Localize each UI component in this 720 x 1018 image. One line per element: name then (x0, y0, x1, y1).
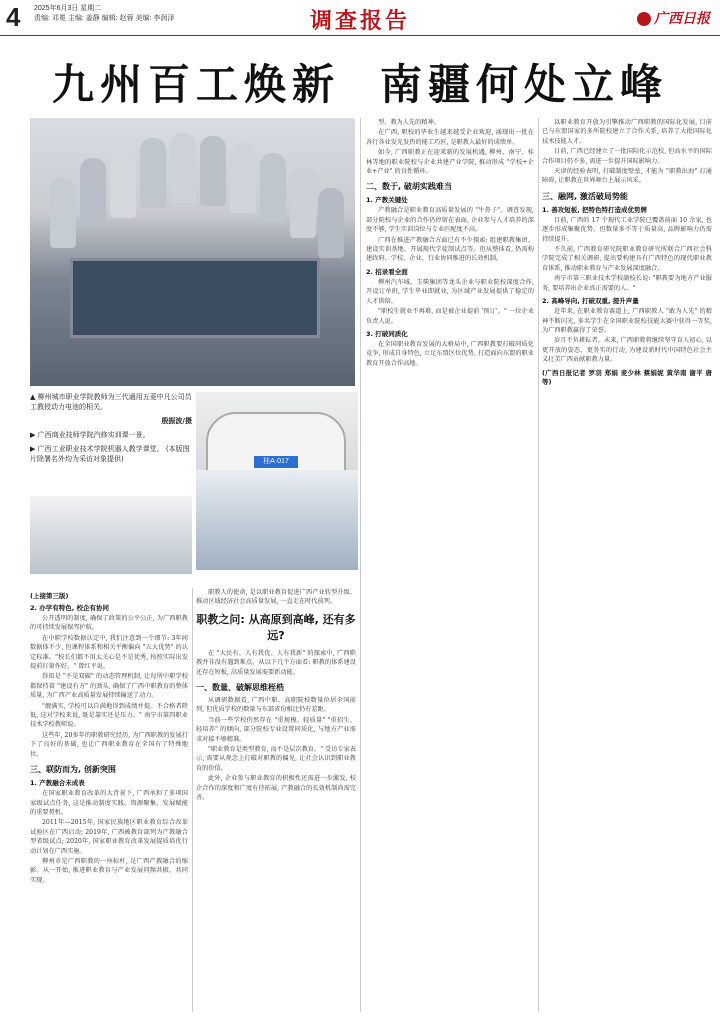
student-figure (170, 133, 196, 203)
student-figure (318, 188, 344, 258)
paragraph: 得知是 "不是双碳" 的动态管理机制, 让每所中职学校都保持着 "建设有方" 的劲头, 确保了广西中职教育的整体质量, 为广西产业高质量发展持续输送了动力。 (30, 673, 188, 700)
main-photo (30, 118, 355, 386)
lab-photo (30, 496, 192, 574)
section-heading: 一、数量、破解思维桎梏 (196, 683, 284, 693)
student-figure (260, 153, 286, 223)
battery-workbench (70, 258, 320, 338)
paragraph: 目前, 广西已经建立了一批国际化示范校, 但高水平的国际合作项目仍不多, 需进一步提升国际影响力。 (542, 148, 712, 165)
caption-3: ▶ 广西工业职业技术学院机器人教学课堂。 (本版图片除署名外均为采访对象提供) (30, 445, 190, 463)
paragraph: 在中职学校数据认定中, 我们注意到一个细节: 3年间数据体不少, 但课程体系和相关平衡偏向 "五大优势" 的认定标准。"校长们都不用太关心是不是优秀, 按照实际出发提前打量作好。" 曾红平说。 (30, 634, 188, 671)
column-rule (192, 588, 193, 1012)
paragraph: 这些年, 20多年的职教研究经历, 为广西职教的发展打下了良好的基础, 也让广西职业教育在全国有了特殊地位。 (30, 731, 188, 758)
section-heading: 二、数于, 破胡实践难当 (366, 182, 452, 192)
paragraph: 柳州汽车城、玉柴集团等龙头企业与职业院校深度合作, 开设订单班, 学生毕业即就业, 为区域产业发展提供了稳定的人才供给。 (366, 278, 534, 305)
paragraph: 当前一些学校仍然存在 "重规模、轻质量" "重招生、轻培养" 的倾向, 部分院校专业设置同质化, 与地方产业需求对接不够精准。 (196, 716, 356, 743)
headline-right: 南疆何处立峰 (380, 60, 669, 109)
paragraph: "职校生就业不再难, 而是被企业提前 '预订'。" 一位企业负责人说。 (366, 308, 534, 325)
continued-note: (上接第三版) (30, 592, 69, 600)
photo-credit: 殷振波/摄 (161, 417, 192, 425)
issue-info (34, 4, 174, 24)
paragraph: 不久前, 广西教育研究院职业教育研究所联合广西社会科学院完成了相关调研, 提出要构建具有广西特色的现代职业教育体系, 推动职业教育与产业发展深度融合。 (542, 246, 712, 272)
paragraph: "靓满实, 学校可以自满地得到成绩并提。不合格者降低, 这对学校来说, 既是靠实还是压力。" 南宁市第四职业技术学校教师说。 (30, 702, 188, 729)
paragraph: 柳州市是广西职教的一座标杆, 是广西产教融合的缩影。从一开始, 推进职业教育与产业发展同频共振、共同实现。 (30, 857, 188, 884)
newspaper-logo (637, 8, 710, 28)
paragraph: 近年来, 在职业教育赛道上, 广西职教人 "敢为人先" 的精神不断闪光, 多名学生在全国职业院校技能大赛中获得一等奖, 为广西职教赢得了荣誉。 (542, 308, 712, 334)
issue-date: 2025年6月3日 星期二 (34, 5, 102, 12)
paragraph: 型、教为人先的精神。 (378, 119, 440, 126)
caption-2: ▶ 广西商业技师学院汽修实训课一景。 (30, 431, 150, 439)
paragraph: 在广西, 职校的毕业生越来越受企业欢迎, 涌现出一批在各行各业发光发热的能工巧匠, 是职教人最好的成绩单。 (366, 129, 534, 146)
paragraph: 公开透明的制度, 确保了政策的公平公正, 为广西职教的可持续发展保驾护航。 (30, 615, 188, 632)
subheading: 3. 打破同质化 (366, 329, 408, 338)
student-figure (80, 158, 106, 228)
subheading: 2. 高峰导向, 打破双重, 提升声量 (542, 297, 639, 306)
subheading: 2. 办学有特色, 校企有协同 (30, 604, 109, 612)
student-figure (200, 136, 226, 206)
caption-1: ▲ 柳州城市职业学院教师为三代通用五菱中凡公司员工教授动力电池的相关。 (30, 393, 192, 411)
issue-editors: 责编: 邓冕 主编: 姜静 编辑: 赵蓉 美编: 李润泽 (34, 15, 175, 22)
team-photo (196, 470, 358, 570)
student-figure (140, 138, 166, 208)
column-third (366, 118, 534, 1012)
paragraph: 以职业教育开放为引擎推动广西职教的国际化发展, 目前已与东盟国家的多所院校建立了合作关系, 培养了大批国际化技术技能人才。 (542, 119, 712, 145)
headline (0, 52, 720, 109)
paragraph: 在 "大民有、人有我优、人有我新" 的探索中, 广西职教并非没有遇到难点。从以下几个方面看: 职教的体系建设还存在短板, 高质量发展需要新动能。 (196, 649, 356, 676)
page-number: 4 (6, 2, 21, 32)
paragraph: 天津的经验表明, 打破制度壁垒, 才能为 "职教出海" 打通障碍, 让职教在世界舞台上展示风采。 (542, 168, 712, 185)
paragraph: 在国家职业教育改革的大背景下, 广西承担了多项国家级试点任务, 这是推动制度实践、资源聚集、发展赋能的重要契机。 (30, 790, 188, 816)
student-figure (230, 143, 256, 213)
subheading: 1. 产教融合未成表 (30, 779, 85, 788)
paragraph: 2011年—2015年, 国家民族地区职业教育综合改革试验区在广西启动; 2019年, 广西被教育部列为产教融合型省级试点; 2020年, 国家职业教育改革发展提质培优行动计划在广西实施。 (30, 819, 188, 855)
photo-captions (30, 392, 192, 492)
masthead (0, 0, 720, 36)
paragraph: "职业教育是类型教育, 而不是层次教育。" 受访专家表示, 需要从观念上打破对职教的偏见, 让社会认识到职业教育的价值。 (196, 746, 356, 772)
column-rule (360, 118, 361, 1012)
paragraph: 南宁市第三职业技术学校副校长说: "职教要为地方产业服务, 要培养出企业真正需要的人。" (542, 275, 712, 292)
paragraph: 目前, 广西的 17 个现代工业学院已覆盖前面 10 余家, 也逐步形成集聚优势。但数量多不等于质量高, 品牌影响力仍需持续提升。 (542, 216, 712, 243)
paragraph: 职教人的使命, 是以职业教育促进广西产业转型升级、推动区域经济社会高质量发展, 一直走在时代前列。 (196, 589, 356, 606)
subheading: 1. 善攻短板, 把特色特打造成优势牌 (542, 205, 647, 214)
paragraph: 岁月不负耕耘者。未来, 广西职教将继续坚守育人初心, 以更开放的姿态、更务实的行动, 为建设新时代中国特色社会主义壮美广西贡献职教力量。 (542, 337, 712, 364)
column-rule (538, 118, 539, 1012)
subheading: 2. 招录看全面 (366, 267, 408, 276)
paragraph: 此外, 企业参与职业教育的积极性还需进一步激发, 校企合作的深度和广度有待拓展, 产教融合的长效机制尚需完善。 (196, 775, 356, 802)
byline: (广西日报记者 罗羽 郑娟 麦少林 蔡娟妮 黄华南 谢平 唐 等) (542, 368, 712, 386)
student-figure (110, 148, 136, 218)
license-plate: 桂A·017 (254, 456, 298, 468)
section-title: 调查报告 (309, 9, 410, 34)
headline-left: 九州百工焕新 (51, 60, 340, 109)
subheading: 1. 产教关键处 (366, 196, 408, 205)
section-heading: 三、联防而为, 创新突围 (30, 765, 116, 775)
student-figure (290, 168, 316, 238)
paragraph: 在全国职业教育发展的大格局中, 广西职教要打破同质化竞争, 形成自身特色, 立足东盟区位优势, 打造面向东盟的职业教育开放合作高地。 (366, 340, 534, 367)
paragraph: 从调研数据看, 广西中职、高职院校数量位居全国前列, 但优质学校的数量与东部省份相比仍有差距。 (196, 697, 356, 714)
logo-text: 广西日报 (654, 11, 710, 27)
section-heading: 三、融网, 激活破局势能 (542, 191, 628, 201)
paragraph: 如今, 广西职教正在迎来新的发展机遇, 柳州、南宁、桂林等地的职业院校与企业共建产业学院, 推动形成 "学校+企业+产业" 的良性循环。 (366, 149, 534, 176)
paragraph: 产教融合是职业教育高质量发展的 "牛鼻子"。调查发现, 部分院校与企业的合作仍停留在表面, 企业参与人才培养的深度不够, 学生实训岗位与专业匹配度不高。 (366, 207, 534, 234)
paragraph: 广西在推进产教融合方面已有不少探索: 组建职教集团、建设实训基地、开展现代学徒制试点等。但从整体看, 仍需构建政府、学校、企业、行业协同推进的长效机制。 (366, 236, 534, 263)
article-subheadline: 职教之问: 从高原到高峰, 还有多远? (196, 612, 356, 642)
column-left (30, 588, 188, 1012)
logo-icon (637, 12, 651, 26)
column-fourth (542, 118, 712, 1012)
column-middle (196, 588, 356, 1012)
student-figure (50, 178, 76, 248)
